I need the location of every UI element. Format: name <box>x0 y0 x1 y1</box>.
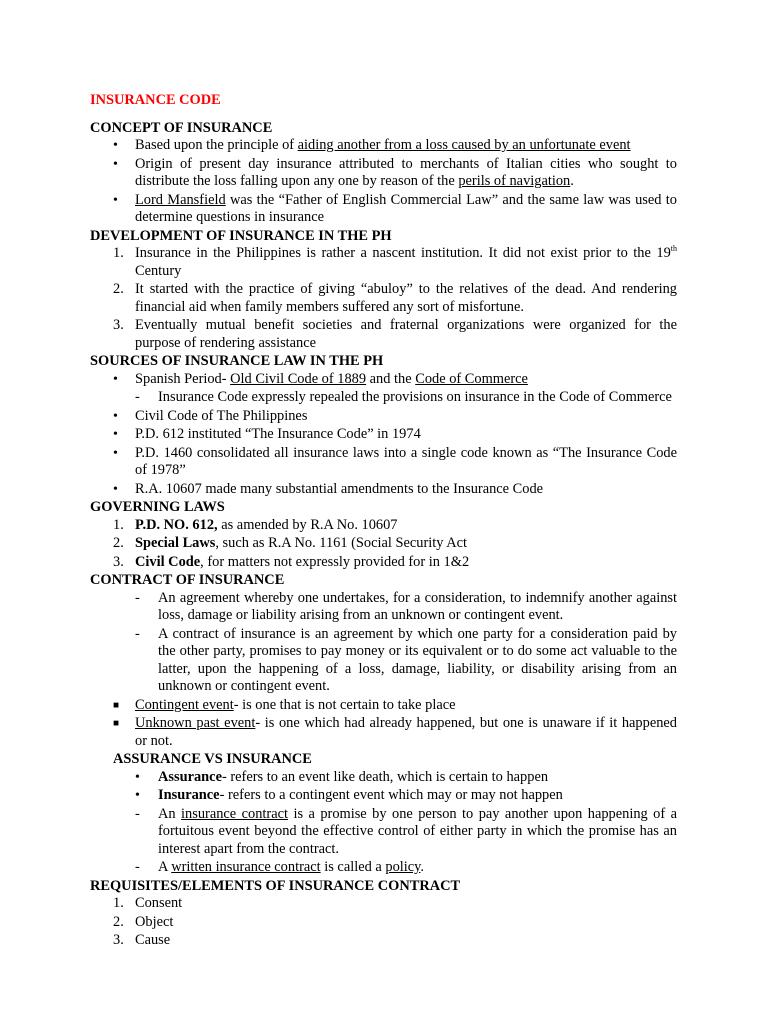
list-item <box>90 426 677 444</box>
bold-text: Insurance <box>158 787 220 803</box>
bullet-icon: • <box>113 427 118 442</box>
text: P.D. 612 instituted “The Insurance Code” in 1974 <box>135 426 421 442</box>
requisites-list <box>90 895 677 950</box>
bullet-icon: • <box>135 769 140 785</box>
list-number: 3. <box>113 553 124 570</box>
list-number: 1. <box>113 895 124 911</box>
underlined-text: written insurance contract <box>171 859 321 875</box>
list-item <box>90 769 677 787</box>
list-number: 2. <box>113 535 124 551</box>
bullet-icon: • <box>113 192 118 208</box>
text: Cause <box>135 932 171 948</box>
text: Insurance in the Philippines is rather a nascent institution. It did not exist prior to the 19 <box>135 245 671 261</box>
text: Civil Code of The Philippines <box>135 407 308 424</box>
text: as amended by R.A No. 10607 <box>217 516 398 533</box>
text: - refers to a contingent event which may or may not happen <box>219 787 563 803</box>
underlined-text: Unknown past event <box>135 715 256 731</box>
underlined-text: Lord Mansfield <box>135 191 226 208</box>
list-item <box>90 626 677 696</box>
square-bullet-icon: ■ <box>113 699 120 711</box>
text: . <box>570 173 574 189</box>
assurance-list <box>90 769 677 877</box>
text: An <box>158 805 182 822</box>
sources-list <box>90 371 677 499</box>
list-item <box>90 245 677 280</box>
underlined-text: Code of Commerce <box>415 370 528 387</box>
dash-icon: - <box>135 625 140 642</box>
list-item <box>90 389 677 407</box>
text: An agreement whereby one undertakes, for a consideration, to indemnify another against loss, damage or liability arising from an unknown or contingent event. <box>158 589 677 623</box>
list-number: 2. <box>113 913 124 930</box>
underlined-text: Contingent event <box>135 696 234 713</box>
list-item <box>90 481 677 499</box>
list-item <box>90 517 677 535</box>
text: Spanish Period- <box>135 370 231 387</box>
list-number: 2. <box>113 281 124 297</box>
list-item <box>90 895 677 913</box>
underlined-text: insurance contract <box>181 805 288 822</box>
list-item <box>90 914 677 932</box>
list-item <box>90 715 677 750</box>
bullet-icon: • <box>113 445 118 461</box>
list-item <box>90 445 677 480</box>
list-item <box>90 317 677 352</box>
list-item <box>90 156 677 191</box>
heading-sources: SOURCES OF INSURANCE LAW IN THE PH <box>90 353 384 369</box>
heading-contract: CONTRACT OF INSURANCE <box>90 572 285 588</box>
heading-requisites: REQUISITES/ELEMENTS OF INSURANCE CONTRACT <box>90 877 461 894</box>
heading-development: DEVELOPMENT OF INSURANCE IN THE PH <box>90 227 392 244</box>
text: is a promise by one person to pay another upon happening of a fortuitous event beyond the effective control of either party in which the promise has an interest apart from the contract. <box>158 805 678 857</box>
dash-icon: - <box>135 589 140 606</box>
list-item <box>90 806 677 859</box>
text: and the <box>366 370 416 387</box>
list-item <box>90 932 677 950</box>
underlined-text: perils of navigation <box>458 173 571 189</box>
text: Consent <box>135 895 183 911</box>
heading-concept: CONCEPT OF INSURANCE <box>90 119 273 136</box>
text: , such as R.A No. 1161 (Social Security Act <box>215 535 468 551</box>
document-title: INSURANCE CODE <box>90 92 221 108</box>
text: - is one that is not certain to take place <box>233 696 456 713</box>
text: Century <box>135 262 182 279</box>
list-item <box>90 859 677 877</box>
text: Origin of present day insurance attributed to merchants of Italian cities who sought to distribute the loss falling upon any one by reason of the <box>135 155 677 189</box>
bold-text: P.D. NO. 612, <box>135 516 218 533</box>
list-item <box>90 787 677 805</box>
list-number: 3. <box>113 932 124 948</box>
contract-list <box>90 590 677 751</box>
text: . <box>420 859 425 875</box>
bullet-icon: • <box>135 788 140 803</box>
bullet-icon: • <box>113 481 118 497</box>
list-number: 1. <box>113 516 124 533</box>
list-number: 3. <box>113 317 124 333</box>
list-item <box>90 535 677 553</box>
square-bullet-icon: ■ <box>113 718 120 729</box>
list-item <box>90 137 677 155</box>
text: - refers to an event like death, which is certain to happen <box>221 768 549 785</box>
text: P.D. 1460 consolidated all insurance laws into a single code known as “The Insurance Code of 1978” <box>135 444 677 478</box>
governing-list <box>90 517 677 572</box>
text: A <box>158 859 172 875</box>
list-item <box>90 590 677 625</box>
bold-text: Assurance <box>158 768 222 785</box>
list-item <box>90 192 677 227</box>
heading-assurance-vs-insurance: ASSURANCE VS INSURANCE <box>113 751 312 767</box>
text: was the “Father of English Commercial Law” and the same law was used to determine questions in insurance <box>135 191 678 225</box>
bold-text: Special Laws <box>135 535 216 551</box>
concept-list <box>90 137 677 227</box>
document-body <box>90 92 677 951</box>
development-list <box>90 245 677 352</box>
list-item <box>90 554 677 572</box>
list-item <box>90 697 677 715</box>
list-item <box>90 408 677 426</box>
text: Object <box>135 913 174 930</box>
bold-text: Civil Code <box>135 553 201 570</box>
superscript: th <box>670 244 677 253</box>
text: Insurance Code expressly repealed the provisions on insurance in the Code of Commerce <box>158 389 672 405</box>
underlined-text: Old Civil Code of 1889 <box>230 370 367 387</box>
bullet-icon: • <box>113 408 118 424</box>
text: - is one which had already happened, but one is unaware if it happened or not. <box>135 715 677 749</box>
text: A contract of insurance is an agreement by which one party for a consideration paid by the other party, promises to pay money or its equivalent or to do some act valuable to the latter, upon the happening of a loss, damage, liability, or disability arising from an unknown or contingent event. <box>158 625 677 694</box>
underlined-text: aiding another from a loss caused by an unfortunate event <box>297 137 631 153</box>
dash-icon: - <box>135 805 140 822</box>
list-item <box>90 371 677 389</box>
text: Based upon the principle of <box>135 137 298 153</box>
text: It started with the practice of giving “abuloy” to the relatives of the dead. And rendering financial aid when family members suffered any sort of misfortune. <box>135 281 677 315</box>
list-item <box>90 281 677 316</box>
list-number: 1. <box>113 245 124 261</box>
bullet-icon: • <box>113 138 118 153</box>
text: R.A. 10607 made many substantial amendments to the Insurance Code <box>135 480 544 497</box>
text: is called a <box>320 859 386 875</box>
bullet-icon: • <box>113 156 118 172</box>
underlined-text: policy <box>385 859 421 875</box>
bullet-icon: • <box>113 371 118 387</box>
heading-governing-laws: GOVERNING LAWS <box>90 499 225 515</box>
text: Eventually mutual benefit societies and fraternal organizations were organized for the purpose of rendering assistance <box>135 317 677 351</box>
dash-icon: - <box>135 859 140 875</box>
text: , for matters not expressly provided for in 1&2 <box>200 553 470 570</box>
dash-icon: - <box>135 389 140 405</box>
